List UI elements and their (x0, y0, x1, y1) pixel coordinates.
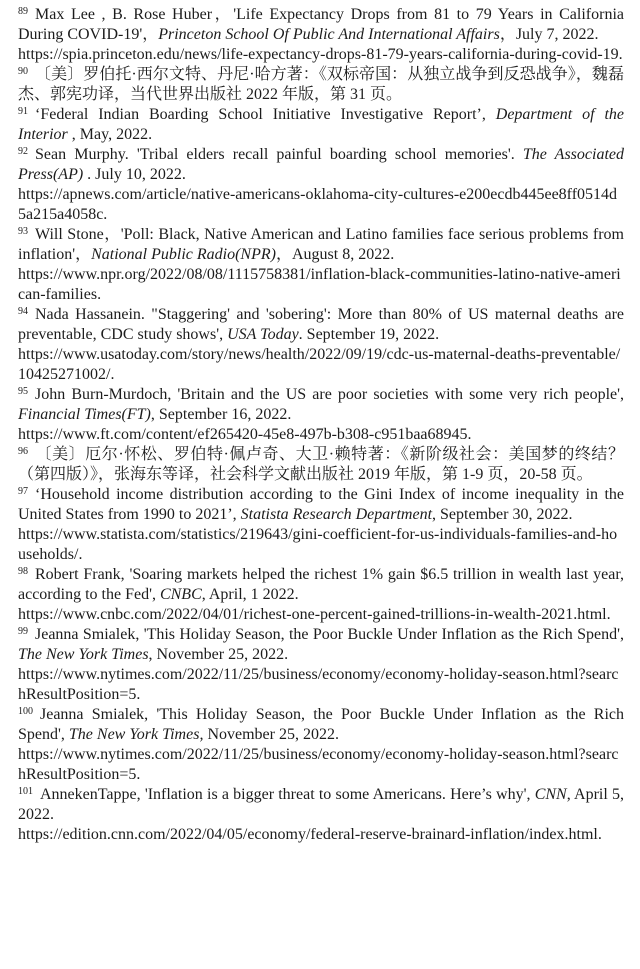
footnote-95 (18, 385, 624, 445)
citation-text: , November 25, 2022. (148, 646, 289, 663)
citation-text: ，August 8, 2022. (275, 246, 395, 263)
citation-text: AnnekenTappe, 'Inflation is a bigger threat to some Americans. Here’s why', (40, 786, 535, 803)
source-name: The Associated Press(AP) (18, 146, 625, 183)
footnote-citation (18, 226, 624, 263)
source-name: CNBC (159, 586, 202, 603)
footnote-97 (18, 485, 624, 565)
footnote-url: https://www.nytimes.com/2022/11/25/business/economy/economy-holiday-season.html?searchResultPosition=5. (18, 746, 619, 783)
footnote-url: https://www.nytimes.com/2022/11/25/business/economy/economy-holiday-season.html?searchResultPosition=5. (18, 666, 619, 703)
footnote-citation (18, 486, 624, 523)
footnote-number: 97 (18, 486, 28, 497)
citation-text: ，July 7, 2022. (499, 26, 599, 43)
citation-text: , September 16, 2022. (150, 406, 292, 423)
citation-text: Will Stone，'Poll: Black, Native American and Latino families face serious problems from inflation'， (18, 226, 624, 263)
citation-text: Max Lee , B. Rose Huber，'Life Expectancy Drops from 81 to 79 Years in California During COVID-19'， (18, 6, 624, 43)
footnote-citation (18, 786, 624, 823)
source-name: Department of the Interior (18, 106, 624, 143)
footnote-url: https://www.cnbc.com/2022/04/01/richest-one-percent-gained-trillions-in-wealth-2021.html. (18, 606, 611, 623)
footnote-url: https://www.ft.com/content/ef265420-45e8-497b-b308-c951baa68945. (18, 426, 472, 443)
footnote-url: https://www.usatoday.com/story/news/health/2022/09/19/cdc-us-maternal-deaths-preventable/10425271002/. (18, 346, 621, 383)
footnotes-list (18, 5, 624, 845)
citation-text: Jeanna Smialek, 'This Holiday Season, the Poor Buckle Under Inflation as the Rich Spend', (18, 706, 624, 743)
footnote-citation (18, 6, 624, 43)
citation-text: , September 30, 2022. (432, 506, 573, 523)
footnote-citation (18, 306, 624, 343)
footnote-citation (18, 386, 624, 423)
source-name: The New York Times, (68, 726, 204, 743)
citation-text: John Burn-Murdoch, 'Britain and the US are poor societies with some very rich people', (35, 386, 624, 403)
footnote-89 (18, 5, 624, 65)
footnote-number: 92 (18, 146, 28, 157)
footnote-number: 91 (18, 106, 28, 117)
footnote-101 (18, 785, 624, 845)
source-name: Statista Research Department (240, 506, 433, 523)
footnote-number: 101 (18, 786, 33, 797)
footnote-citation (18, 106, 624, 143)
citation-text: Sean Murphy. 'Tribal elders recall painful boarding school memories'. (35, 146, 523, 163)
footnote-citation (18, 566, 624, 603)
footnote-99 (18, 625, 624, 705)
source-name: Financial Times(FT) (18, 406, 151, 423)
footnote-91 (18, 105, 624, 145)
footnote-number: 89 (18, 6, 28, 17)
footnote-94 (18, 305, 624, 385)
citation-text: ‘Household income distribution according to the Gini Index of income inequality in the United States from 1990 to 2021’, (18, 486, 624, 523)
footnote-number: 95 (18, 386, 28, 397)
footnote-citation (18, 66, 624, 103)
footnote-100 (18, 705, 624, 785)
footnote-number: 99 (18, 626, 28, 637)
source-name: Princeton School Of Public And International Affairs (158, 26, 500, 43)
citation-text: Nada Hassanein. "Staggering' and 'sobering': More than 80% of US maternal deaths are preventable, CDC study shows', (18, 306, 624, 343)
footnote-url: https://spia.princeton.edu/news/life-expectancy-drops-81-79-years-california-during-covid-19. (18, 46, 623, 63)
source-name: CNN (534, 786, 567, 803)
citation-text: ‘Federal Indian Boarding School Initiative Investigative Report’, (35, 106, 496, 123)
citation-text: November 25, 2022. (203, 726, 339, 743)
footnote-citation (18, 446, 624, 483)
footnote-url: https://www.statista.com/statistics/219643/gini-coefficient-for-us-individuals-families-and-households/. (18, 526, 618, 563)
citation-text: . September 19, 2022. (298, 326, 440, 343)
source-name: The New York Times (18, 646, 149, 663)
footnote-citation (18, 626, 624, 663)
footnote-98 (18, 565, 624, 625)
citation-text: , May, 2022. (67, 126, 153, 143)
footnote-citation (18, 706, 624, 743)
footnote-url: https://www.npr.org/2022/08/08/1115758381/inflation-black-communities-latino-native-american-families. (18, 266, 621, 303)
footnote-number: 96 (18, 446, 28, 457)
footnote-96 (18, 445, 624, 485)
source-name: USA Today (227, 326, 299, 343)
citation-text: , April, 1 2022. (201, 586, 299, 603)
citation-text: Jeanna Smialek, 'This Holiday Season, the Poor Buckle Under Inflation as the Rich Spend', (35, 626, 624, 643)
footnote-number: 90 (18, 66, 28, 77)
footnote-url: https://edition.cnn.com/2022/04/05/economy/federal-reserve-brainard-inflation/index.html. (18, 826, 602, 843)
footnote-number: 100 (18, 706, 33, 717)
footnote-93 (18, 225, 624, 305)
footnote-number: 93 (18, 226, 28, 237)
citation-text: Robert Frank, 'Soaring markets helped the richest 1% gain $6.5 trillion in wealth last year, according to the Fed', (18, 566, 624, 603)
footnote-url: https://apnews.com/article/native-americans-oklahoma-city-cultures-e200ecdb445ee8ff0514d5a215a4058c. (18, 186, 618, 223)
citation-text: 〔美〕罗伯托·西尔文特、丹尼·哈方著：《双标帝国：从独立战争到反恐战争》，魏磊杰、郭宪功译，当代世界出版社 2022 年版，第 31 页。 (18, 66, 624, 103)
footnote-90 (18, 65, 624, 105)
citation-text: , April 5, 2022. (18, 786, 625, 823)
footnote-92 (18, 145, 624, 225)
footnote-number: 94 (18, 306, 28, 317)
citation-text: . July 10, 2022. (83, 166, 186, 183)
citation-text: 〔美〕厄尔·怀松、罗伯特·佩卢奇、大卫·赖特著：《新阶级社会：美国梦的终结？（第四版）》，张海东等译，社会科学文献出版社 2019 年版，第 1-9 页，20-58 页。 (18, 446, 624, 483)
source-name: National Public Radio(NPR) (91, 246, 276, 263)
footnote-citation (18, 146, 624, 183)
footnote-number: 98 (18, 566, 28, 577)
